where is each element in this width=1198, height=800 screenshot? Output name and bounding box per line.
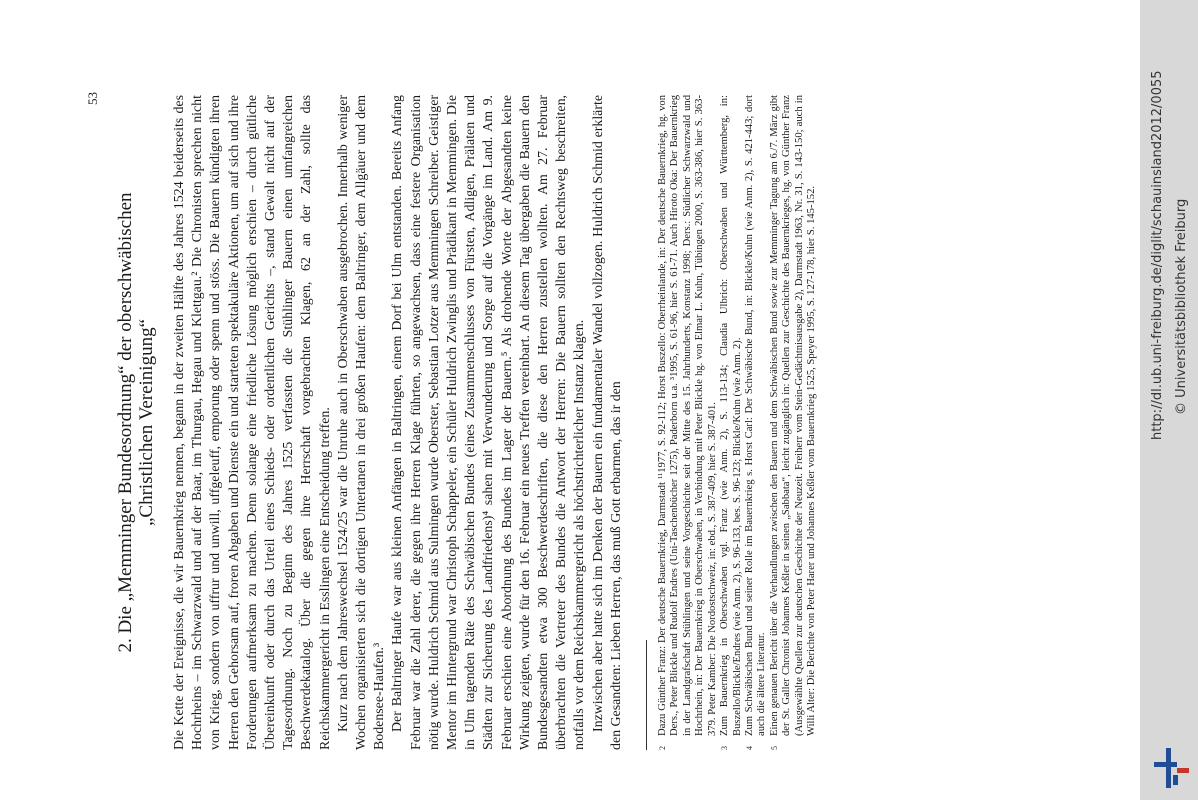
paragraph: Kurz nach dem Jahreswechsel 1524/25 war die Unruhe auch in Oberschwaben ausgebrochen. Innerhalb weniger Wochen organisierten sich die dortigen Untertanen in drei großen Haufen: dem Baltringer, dem Allgäuer und dem Bodensee-Haufen.³ <box>335 95 388 750</box>
paragraph: Der Baltringer Haufe war aus kleinen Anfängen in Baltringen, einem Dorf bei Ulm entstanden. Bereits Anfang Februar war die Zahl derer, die gegen ihre Herren Klage führten, so angewachsen, dass eine festere Organisation nötig wurde. Huldrich Schmid aus Sulmingen wurde Oberster, Sebastian Lotzer aus Memmingen Schreiber. Geistiger Mentor im Hintergrund war Christoph Schappeler, ein Schüler Huldrich Zwinglis und Prädikant in Memmingen. Die in Ulm tagenden Räte des Schwäbischen Bundes (eines Zusammenschlusses von Fürsten, Adligen, Prälaten und Städten zur Sicherung des Landfriedens)⁴ sahen mit Verwunderung und Sorge auf die Vorgänge im Land. Am 9. Februar erschien eine Abordnung des Bundes im Lager der Bauern.⁵ Als drohende Worte der Abgesandten keine Wirkung zeigten, wurde für den 16. Februar ein neues Treffen vereinbart. An diesem Tag übergaben die Bauern den Bundesgesandten etwa 300 Beschwerdeschriften, die diese den Herren zustellen wollten. Am 27. Februar überbrachten die Vertreter des Bundes die Antwort der Herren: Die Bauern sollten den Rechtsweg beschreiten, notfalls vor dem Reichskammergericht als höchstrichterlicher Instanz klagen. <box>390 95 588 750</box>
footnote-number: 5 <box>769 746 779 750</box>
chapter-heading <box>115 95 157 750</box>
footnote-number: 2 <box>658 746 668 750</box>
footnote <box>744 95 769 750</box>
library-sidebar <box>1140 0 1198 800</box>
footnote <box>769 95 819 750</box>
page-number: 53 <box>85 92 100 105</box>
footnote-text: Einen genauen Bericht über die Verhandlungen zwischen den Bauern und dem Schwäbischen Bund sowie zur Memminger Tagung am 6./7. März gibt der St. Galler Chronist Johannes Keßler in seinen „Sabbata“, leicht zugänglich in: Quellen zur Geschichte des Bauernkrieges, hg. von Günther Franz (Ausgewählte Quellen zur deutschen Geschichte der Neuzeit. Freiherr vom Stein-Gedächtnisausgabe 2), Darmstadt 1963, Nr. 31, S. 143-150; auch in Willi Alter: Die Berichte von Peter Harer und Johannes Keßler vom Bauernkrieg 1525, Speyer 1995, S. 127-178, hier S. 145-152. <box>768 95 817 736</box>
footnote-number: 4 <box>744 746 754 750</box>
permalink-url[interactable]: http://dl.ub.uni-freiburg.de/diglit/schauinsland2012/0055 <box>1150 70 1165 440</box>
paragraph: Inzwischen aber hatte sich im Denken der Bauern ein fundamentaler Wandel vollzogen. Huldrich Schmid erklärte den Gesandten: Lieben Herren, das muß Gott erbarmen, das ir den <box>590 95 624 750</box>
footnotes <box>657 95 818 750</box>
footnote-separator <box>646 640 647 750</box>
footnote-text: Zum Bauernkrieg in Oberschwaben vgl. Franz (wie Anm. 2), S. 113-134; Claudia Ulbrich: Oberschwaben und Württemberg, in: Buszello/Blickle/Endres (wie Anm. 2), S. 96-133, bes. S. 96-123; Blickle/Kuhn (wie Anm. 2). <box>719 95 743 736</box>
text-column <box>115 95 818 750</box>
paragraph: Die Kette der Ereignisse, die wir Bauernkrieg nennen, begann in der zweiten Hälfte des Jahres 1524 beiderseits des Hochrheins – im Schwarzwald und auf der Baar, im Thurgau, Hegau und Klettgau.² Die Chronisten sprechen nicht von Krieg, sondern von uffrur und unwill, uffgeleuff, emporung oder spenn und stöss. Die Bauern kündigten ihren Herren den Gehorsam auf, froren Abgaben und Dienste ein und starteten spektakuläre Aktionen, um auf sich und ihre Forderungen aufmerksam zu machen. Denn solange eine friedliche Lösung möglich erschien – durch gütliche Übereinkunft oder durch das Urteil eines Schieds- oder ordentlichen Gerichts –, stand Gewalt nicht auf der Tagesordnung. Noch zu Beginn des Jahres 1525 verfassten die Stühlinger Bauern einen umfangreichen Beschwerdekatalog. Über die gegen ihre Herrschaft vorgebrachten Klagen, 62 an der Zahl, sollte das Reichskammergericht in Esslingen eine Entscheidung treffen. <box>172 95 333 750</box>
copyright-notice: © Universitätsbibliothek Freiburg <box>1174 198 1189 415</box>
footnote-number: 3 <box>720 746 730 750</box>
footnote <box>657 95 719 750</box>
footnote <box>719 95 744 750</box>
chapter-heading-line2: „Christlichen Vereinigung“ <box>136 319 157 527</box>
footnote-text: Dazu Günther Franz: Der deutsche Bauernkrieg, Darmstadt ¹¹1977, S. 92-112; Horst Buszello: Oberrheinlande, in: Der deutsche Bauernkrieg, hg. von Ders., Peter Blickle und Rudolf Endres (Uni-Taschenbücher 1275), Paderborn u.a. ³1995, S. 61-96, hier S. 61-71. Auch Hiroto Oka: Der Bauernkrieg in der Landgrafschaft Stühlingen und seine Vorgeschichte seit der Mitte des 15. Jahrhunderts, Konstanz 1998; Ders.: Südlicher Schwarzwald und Hochrhein, in: Der Bauernkrieg in Oberschwaben, in Verbindung mit Peter Blickle hg. von Elmar L. Kuhn, Tübingen 2000, S. 363-386, hier S. 363-379. Peter Kamber: Die Nordostschweiz, in: ebd., S. 387-409, hier S. 387-401. <box>657 95 718 736</box>
library-logo-icon <box>1150 748 1194 788</box>
body-text <box>171 95 626 750</box>
chapter-heading-line1: 2. Die „Memminger Bundesordnung“ der oberschwäbischen <box>115 192 136 653</box>
footnote-text: Zum Schwäbischen Bund und seiner Rolle im Bauernkrieg s. Horst Carl: Der Schwäbische Bund, in: Blickle/Kuhn (wie Anm. 2), S. 421-443; dort auch die ältere Literatur. <box>743 95 768 736</box>
